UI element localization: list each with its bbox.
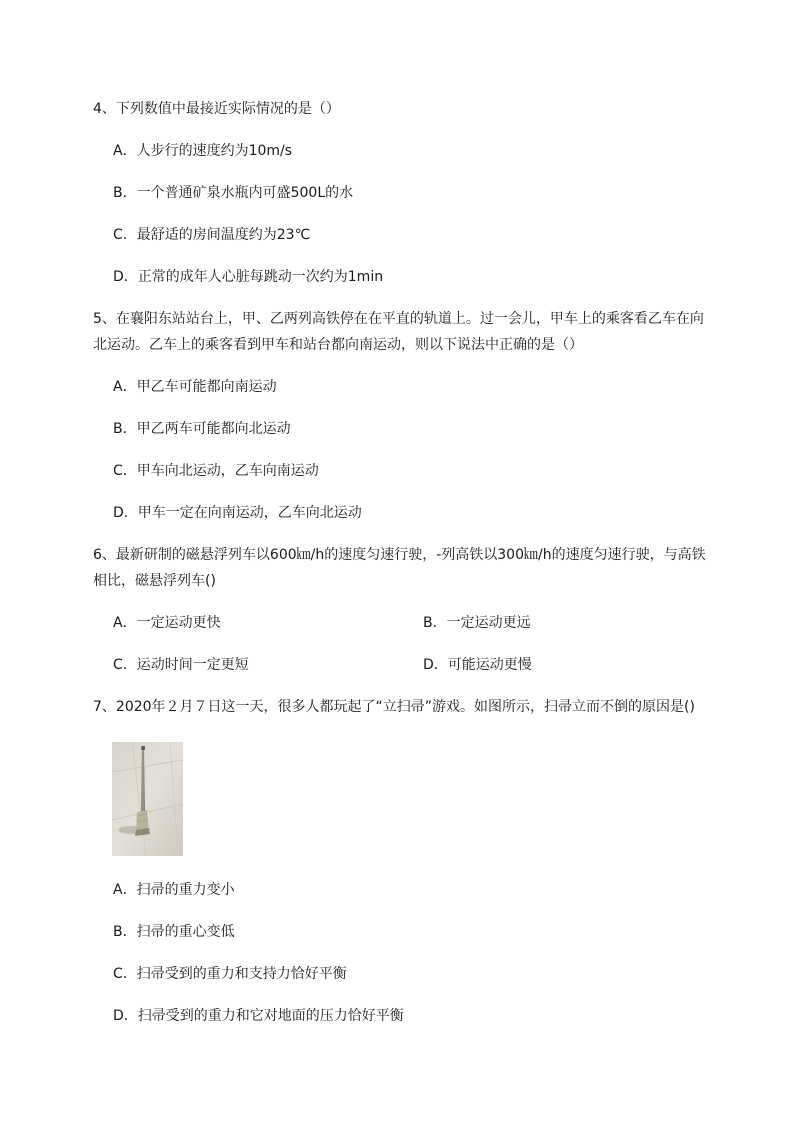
question-7-option-c: C．扫帚受到的重力和支持力恰好平衡 <box>113 966 347 982</box>
question-4-option-a: A．人步行的速度约为10m/s <box>113 143 293 159</box>
question-6-stem-line-2: 相比，磁悬浮列车() <box>93 573 216 589</box>
question-4-option-c: C．最舒适的房间温度约为23℃ <box>113 227 311 243</box>
question-6-stem-line-1: 6、最新研制的磁悬浮列车以600㎞/h的速度匀速行驶，-列高铁以300㎞/h的速度匀速行驶，与高铁 <box>93 547 706 563</box>
question-5-option-d: D．甲车一定在向南运动，乙车向北运动 <box>113 505 362 521</box>
question-4-stem: 4、下列数值中最接近实际情况的是（） <box>93 101 340 117</box>
question-6-option-b: B．一定运动更远 <box>423 615 531 631</box>
question-6-option-a: A．一定运动更快 <box>113 615 221 631</box>
broom-standing-photo <box>112 742 183 856</box>
question-7-option-b: B．扫帚的重心变低 <box>113 924 235 940</box>
question-4-option-b: B．一个普通矿泉水瓶内可盛500L的水 <box>113 185 354 201</box>
question-5-option-b: B．甲乙两车可能都向北运动 <box>113 421 291 437</box>
question-6-option-d: D．可能运动更慢 <box>423 657 532 673</box>
question-6-option-c: C．运动时间一定更短 <box>113 657 249 673</box>
question-5-option-c: C．甲车向北运动，乙车向南运动 <box>113 463 319 479</box>
question-5-stem-line-1: 5、在襄阳东站站台上，甲、乙两列高铁停在在平直的轨道上。过一会儿，甲车上的乘客看乙车在向 <box>93 311 704 327</box>
question-4-option-d: D．正常的成年人心脏每跳动一次约为1min <box>113 269 384 285</box>
question-7-stem: 7、2020年２月７日这一天，很多人都玩起了“立扫帚”游戏。如图所示，扫帚立而不倒的原因是() <box>93 699 695 715</box>
question-7-option-a: A．扫帚的重力变小 <box>113 882 235 898</box>
question-5-stem-line-2: 北运动。乙车上的乘客看到甲车和站台都向南运动，则以下说法中正确的是（） <box>93 337 583 353</box>
question-7-option-d: D．扫帚受到的重力和它对地面的压力恰好平衡 <box>113 1008 404 1024</box>
question-5-option-a: A．甲乙车可能都向南运动 <box>113 379 277 395</box>
